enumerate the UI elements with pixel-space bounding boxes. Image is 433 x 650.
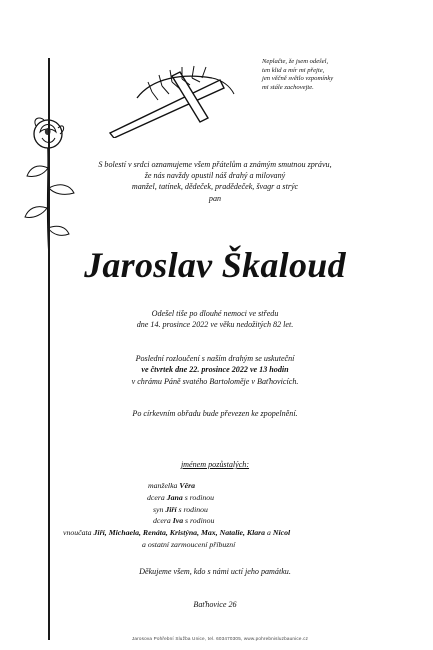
intro-line: manžel, tatínek, dědeček, pradědeček, švagr a strýc — [131, 182, 299, 192]
mourner-suffix: s rodinou — [176, 504, 208, 514]
deceased-name: Jaroslav Škaloud — [84, 245, 346, 285]
verse-line: Neplačte, že jsem odešel, — [262, 58, 329, 65]
mourner-grandchildren — [40, 527, 390, 539]
funeral-service-footer: Jarosova Pohřební Služba Unice, tel. 603470305, www.pohrebnisluzbaunice.cz — [131, 636, 309, 641]
mourner-relation: vnoučata — [63, 528, 94, 538]
verse-line: mi stále zachovejte. — [262, 83, 314, 91]
mourners-heading — [40, 459, 390, 470]
farewell-place: v chrámu Páně svatého Bartoloměje v Baťhovicích. — [131, 376, 299, 386]
mourner-relation: dcera — [147, 492, 167, 502]
mourner-relation: manželka — [148, 481, 180, 490]
mourner-daughter — [40, 492, 390, 504]
mourner-relation: dcera — [153, 516, 173, 526]
farewell-date: ve čtvrtek dne 22. prosince 2022 ve 13 hodin — [141, 365, 289, 375]
mourner-name: Jiří — [165, 504, 177, 514]
farewell-line: Poslední rozloučení s naším drahým se uskuteční — [135, 354, 295, 363]
mourners-heading-text: jménem pozůstalých: — [180, 460, 250, 469]
thanks-line: Děkujeme všem, kdo s námi uctí jeho památku. — [139, 567, 291, 576]
address-line: Baťhovice 26 — [193, 600, 237, 609]
death-line: Odešel tiše po dlouhé nemoci ve středu — [151, 309, 279, 318]
mourner-name: Jana — [166, 492, 183, 502]
mourner-son — [40, 504, 390, 516]
mourner-wife — [40, 480, 390, 492]
announcement-intro — [40, 159, 390, 204]
verse-line: ten klid a mír mi přejte, — [262, 66, 325, 74]
intro-line: že nás navždy opustil náš drahý a milovaný — [144, 171, 286, 181]
vertical-line — [48, 58, 50, 640]
memorial-verse — [262, 58, 412, 92]
mourner-name: Nicol — [272, 528, 291, 538]
mourner-others: a ostatní zarmoucení příbuzní — [142, 539, 236, 549]
address — [40, 599, 390, 610]
farewell-details — [40, 353, 390, 387]
mourner-daughter-2 — [40, 515, 390, 527]
mourner-name: Věra — [179, 481, 196, 490]
cross-illustration — [102, 58, 252, 138]
intro-line: pan — [208, 193, 222, 203]
mourner-name: Iva — [172, 516, 184, 526]
cremation-line: Po církevním obřadu bude převezen ke zpopelnění. — [132, 409, 298, 418]
death-line: dne 14. prosince 2022 ve věku nedožitých 82 let. — [136, 320, 294, 330]
mourner-suffix: s rodinou — [182, 492, 215, 502]
mourner-conjunction: a — [265, 528, 273, 538]
mourner-suffix: s rodinou — [183, 516, 215, 526]
verse-line: jen věčně světlo vzpomínky — [262, 75, 334, 83]
mourners-list — [40, 480, 390, 551]
mourner-relation: syn — [153, 504, 166, 514]
death-details — [40, 308, 390, 331]
cremation-note — [40, 408, 390, 419]
mourner-name: Jiří, Michaela, Renáta, Kristýna, Max, Natalie, Klara — [93, 528, 266, 538]
thanks-note — [40, 566, 390, 577]
intro-line: S bolestí v srdci oznamujeme všem přátelům a známým smutnou zprávu, — [98, 160, 332, 169]
